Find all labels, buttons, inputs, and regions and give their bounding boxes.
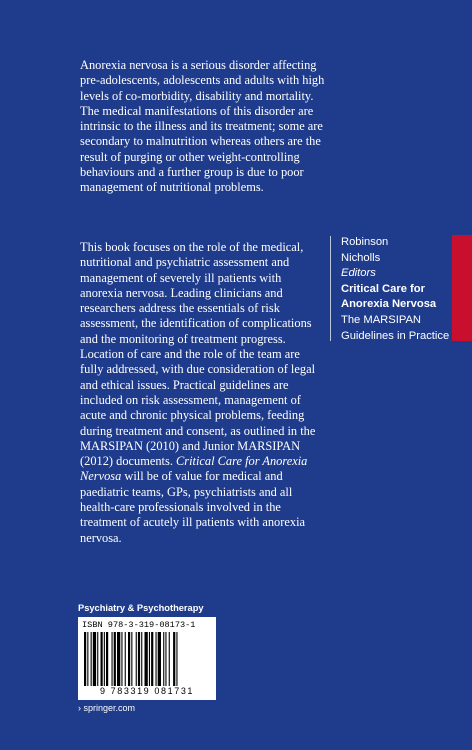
barcode: [78, 617, 216, 700]
barcode-bar: [87, 632, 88, 686]
isbn-label: ISBN 978-3-319-08173-1: [82, 620, 196, 630]
subject-category: Psychiatry & Psychotherapy: [78, 603, 204, 613]
barcode-bars: [84, 632, 210, 686]
description-paragraph-1: Anorexia nervosa is a serious disorder affecting pre-adolescents, adolescents and adults with high levels of co-morbidity, disability and mortality. The medical manifestations of this disorder are intrinsic to the illness and its treatment; some are secondary to malnutrition whereas others are the result of purging or other weight-controlling behaviours and a further group is due to poor management of nutritional problems.: [80, 58, 325, 195]
barcode-bar: [101, 632, 103, 686]
barcode-bar: [149, 632, 150, 686]
barcode-bar: [106, 632, 108, 686]
barcode-bar: [114, 632, 116, 686]
barcode-bar: [91, 632, 92, 686]
barcode-bar: [117, 632, 120, 686]
author-robinson: Robinson: [341, 236, 389, 248]
barcode-bar: [176, 632, 177, 686]
barcode-bar: [138, 632, 140, 686]
barcode-bar: [97, 632, 98, 686]
barcode-bar: [131, 632, 132, 686]
spine-accent-bar: [452, 235, 472, 341]
book-title-italic: Critical Care for Anorexia Nervosa: [80, 454, 308, 484]
author-nicholls: Nicholls: [341, 251, 381, 264]
editors-label: Editors: [341, 267, 376, 280]
barcode-bar: [173, 632, 175, 686]
sidebar-credits: [341, 235, 449, 344]
description-text-before: This book focuses on the role of the medical, nutritional and psychiatric assessment and management of severely ill patients with anorexia nervosa. Leading clinicians and researchers address the essentials of risk assessment, the identification of complications and the monitoring of treatment progress. Location of care and the role of the team are fully addressed, with due consideration of legal and ethical issues. Practical guidelines are included on risk assessment, management of acute and chronic physical problems, feeding during treatment and consent, as outlined in the MARSIPAN (2010) and Junior MARSIPAN (2012) documents.: [80, 240, 316, 469]
subtitle-line-1: The MARSIPAN: [341, 313, 421, 326]
title-line-2: Anorexia Nervosa: [341, 298, 437, 311]
barcode-bar: [145, 632, 148, 686]
barcode-bar: [112, 632, 113, 686]
subtitle-line-2: Guidelines in Practice: [341, 329, 450, 342]
barcode-bar: [163, 632, 164, 686]
sidebar-rule: [330, 236, 331, 341]
barcode-bar: [165, 632, 166, 686]
barcode-bar: [158, 632, 161, 686]
barcode-bar: [151, 632, 153, 686]
description-paragraph-2: [80, 240, 325, 546]
publisher-link[interactable]: › springer.com: [78, 703, 136, 713]
barcode-bar: [141, 632, 142, 686]
barcode-digits: 9 783319 081731: [99, 686, 195, 696]
description-text-after: will be of value for medical and paediatric teams, GPs, psychiatrists and all health-care professionals involved in the treatment of acutely ill patients with anorexia nervosa.: [80, 469, 306, 545]
barcode-bar: [93, 632, 96, 686]
barcode-bar: [128, 632, 130, 686]
barcode-bar: [125, 632, 126, 686]
barcode-bar: [121, 632, 122, 686]
title-line-1: Critical Care for: [341, 282, 425, 295]
barcode-bar: [84, 632, 86, 686]
barcode-bar: [156, 632, 157, 686]
barcode-bar: [104, 632, 105, 686]
barcode-bar: [169, 632, 170, 686]
barcode-bar: [136, 632, 137, 686]
